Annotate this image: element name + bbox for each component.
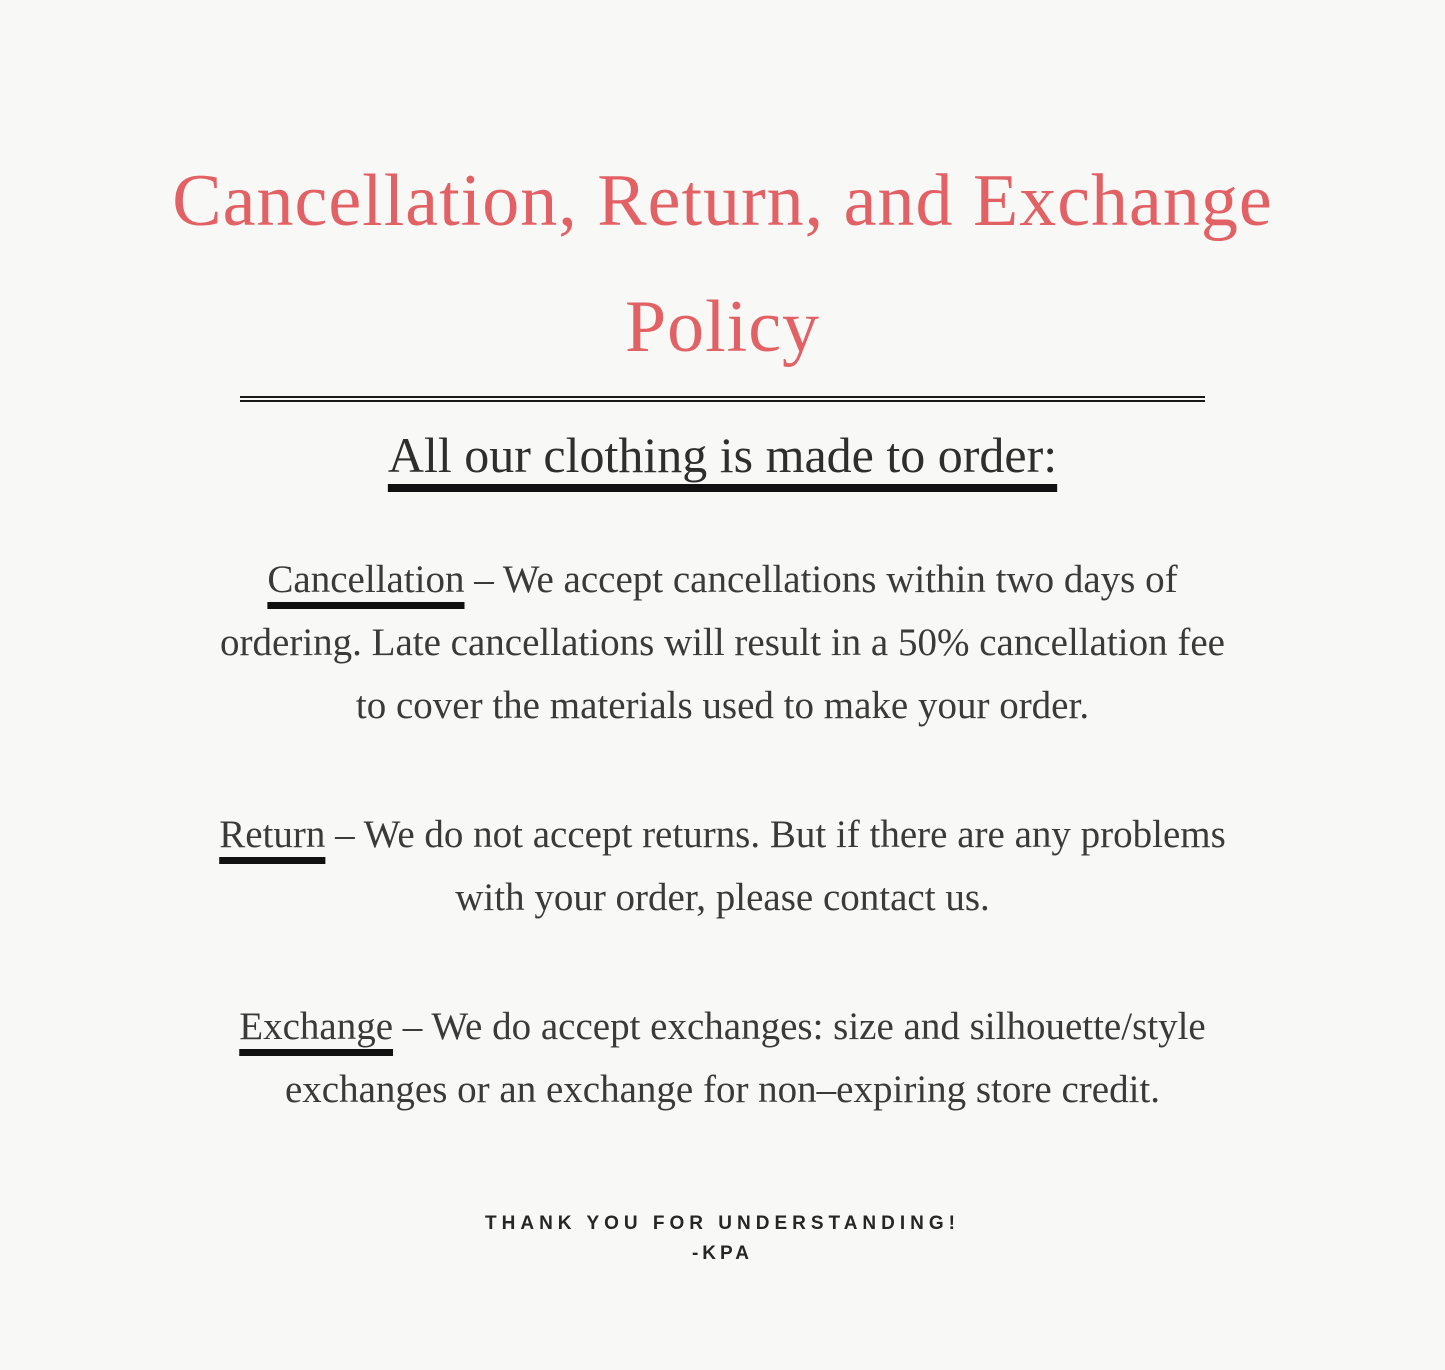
return-policy-paragraph — [68, 803, 1378, 929]
title-divider-line — [240, 396, 1205, 402]
cancellation-policy-paragraph — [68, 548, 1378, 737]
policy-line-text: – We do accept exchanges: size and silhouette/style — [402, 1005, 1206, 1048]
footer-thanks-text: THANK YOU FOR UNDERSTANDING! — [485, 1213, 960, 1234]
page-title-line1: Cancellation, Return, and Exchange — [172, 160, 1273, 242]
policy-line-text: – We accept cancellations within two days of — [474, 558, 1178, 601]
policy-line: to cover the materials used to make your order. — [355, 684, 1090, 727]
exchange-term: Exchange — [239, 1005, 394, 1048]
policy-line — [68, 548, 1378, 611]
footer-signature: -KPA — [691, 1243, 754, 1264]
page-title-line2: Policy — [624, 286, 821, 368]
policy-line: ordering. Late cancellations will result in a 50% cancellation fee — [220, 621, 1225, 664]
policy-line-text: – We do not accept returns. But if there are any problems — [335, 813, 1226, 856]
page-title — [0, 138, 1445, 390]
policy-line: with your order, please contact us. — [455, 876, 990, 919]
policy-line — [68, 803, 1378, 866]
return-term: Return — [219, 813, 326, 856]
cancellation-term: Cancellation — [267, 558, 465, 601]
policy-line: exchanges or an exchange for non–expiring store credit. — [285, 1068, 1160, 1111]
exchange-policy-paragraph — [68, 995, 1378, 1121]
policy-line — [68, 995, 1378, 1058]
made-to-order-heading: All our clothing is made to order: — [387, 427, 1058, 483]
footer — [0, 1209, 1445, 1269]
